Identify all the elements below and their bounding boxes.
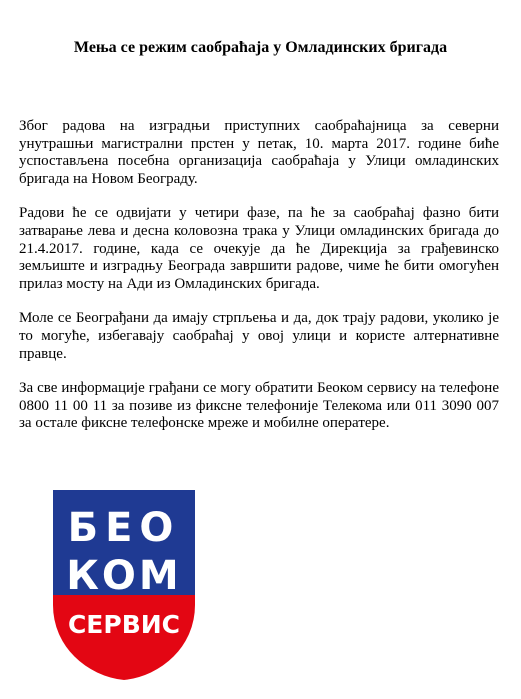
logo-red-field <box>50 595 198 683</box>
document-body <box>19 118 499 450</box>
paragraph-2: Радови ће се одвијати у четири фазе, па ће за саобраћај фазно бити затварање лева и десна коловозна трака у Улици омладинских бригада до 21.4.2017. године, када се очекује да ће Дирекција за грађевинско земљиште и изградњу Београда завршити радове, чиме ће бити омогућен прилаз мосту на Ади из Омладинских бригада. <box>19 205 499 292</box>
paragraph-1: Због радова на изградњи приступних саобраћајница за северни унутрашњи магистрални прстен у петак, 10. марта 2017. године биће успостављена посебна организација саобраћаја у Улици омладинских бригада на Новом Београду. <box>19 118 499 187</box>
logo-line-1: БЕО <box>67 505 181 551</box>
paragraph-4: За све информације грађани се могу обратити Беоком сервису на телефоне 0800 11 00 11 за позиве из фиксне телефоније Телекома или 011 3090 007 за остале фиксне телефонске мреже и мобилне оператере. <box>19 380 499 432</box>
logo-line-3: СЕРВИС <box>67 610 181 639</box>
paragraph-3: Моле се Београђани да имају стрпљења и да, док трају радови, уколико је то могуће, избегавају саобраћај у овој улици и користе алтернативне правце. <box>19 310 499 362</box>
beokom-servis-logo <box>50 487 198 683</box>
logo-line-2: КОМ <box>66 553 182 599</box>
document-title: Мења се режим саобраћаја у Омладинских бригада <box>73 39 448 56</box>
